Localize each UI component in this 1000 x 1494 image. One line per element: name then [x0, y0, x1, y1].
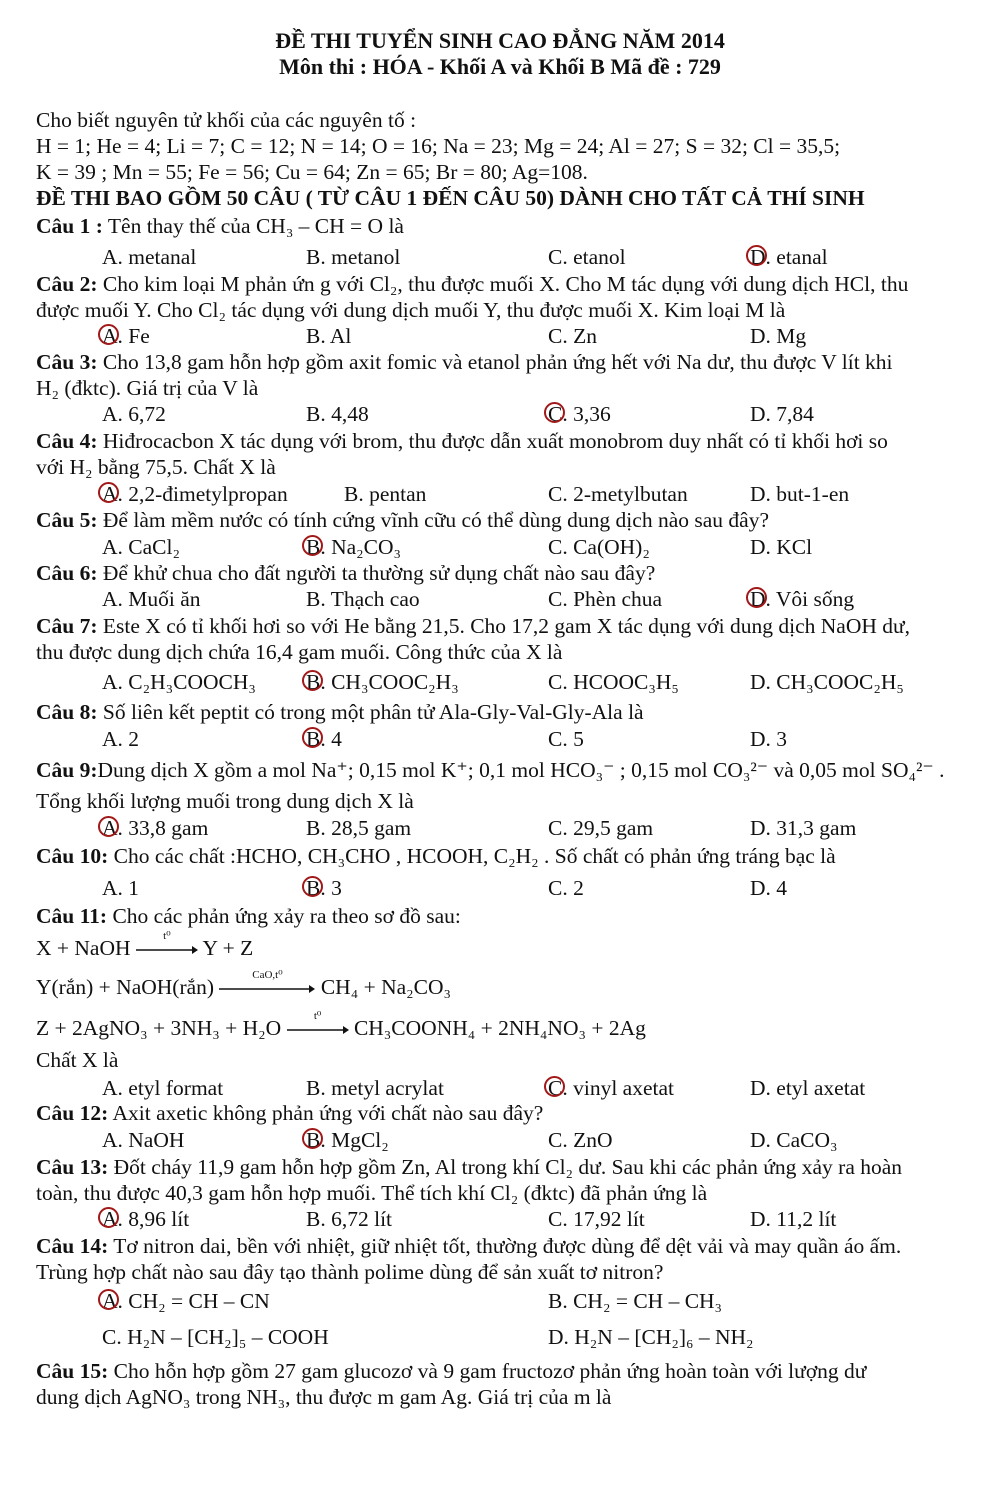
option-d[interactable]: D. etanal [750, 244, 828, 270]
question-label: Câu 1 : [36, 214, 103, 238]
question-14-options-row2 [0, 1324, 1000, 1350]
question-label: Câu 15: [36, 1359, 109, 1383]
question-label: Câu 6: [36, 561, 98, 585]
question-2-text [36, 271, 970, 297]
question-label: Câu 7: [36, 614, 98, 638]
answer-circle-mark [98, 482, 119, 503]
answer-circle-mark [98, 816, 119, 837]
question-stem: Tên thay thế của CH₃ – CH = O là [107, 214, 404, 238]
option-b[interactable]: B. CH₂ = CH – CH₃ [548, 1289, 723, 1313]
question-8-text [36, 699, 970, 725]
question-stem: Đốt cháy 11,9 gam hỗn hợp gồm Zn, Al trong khí Cl₂ dư. Sau khi các phản ứng xảy ra hoàn [113, 1155, 903, 1179]
reaction-2 [36, 969, 451, 1000]
question-label: Câu 11: [36, 904, 108, 928]
option-c[interactable]: C. 17,92 lít [548, 1207, 645, 1231]
question-14-text-cont: Trùng hợp chất nào sau đây tạo thành polime dùng để sản xuất tơ nitron? [36, 1260, 664, 1284]
question-15-text-cont: dung dịch AgNO₃ trong NH₃, thu được m gam Ag. Giá trị của m là [36, 1385, 612, 1409]
question-label: Câu 4: [36, 429, 98, 453]
question-stem: Cho 13,8 gam hỗn hợp gồm axit fomic và etanol phản ứng hết với Na dư, thu được V lít khi [102, 350, 893, 374]
answer-circle-mark [98, 324, 119, 345]
question-11-options [0, 1075, 1000, 1101]
option-d[interactable]: D. CaCO₃ [750, 1128, 838, 1152]
option-a[interactable]: A. 33,8 gam [102, 815, 208, 841]
answer-circle-mark [98, 1207, 119, 1228]
question-3-options [0, 401, 1000, 427]
reaction-condition: t⁰ [313, 1010, 322, 1023]
question-9-text [36, 757, 970, 783]
question-label: Câu 13: [36, 1155, 109, 1179]
option-a[interactable]: A. CH₂ = CH – CN [102, 1288, 270, 1314]
option-c[interactable]: C. vinyl axetat [548, 1075, 674, 1101]
question-1-text [36, 213, 970, 239]
reaction-condition: CaO,t⁰ [252, 969, 283, 982]
question-label: Câu 10: [36, 844, 109, 868]
question-4-text-cont: với H₂ bằng 75,5. Chất X là [36, 455, 276, 479]
question-7-options [0, 669, 1000, 695]
option-b[interactable]: B. Thạch cao [306, 587, 420, 611]
question-stem: Cho các phản ứng xảy ra theo sơ đồ sau: [112, 904, 461, 928]
question-13-options [0, 1206, 1000, 1232]
question-12-text [36, 1100, 970, 1126]
question-7-text [36, 613, 970, 639]
option-d[interactable]: D. Vôi sống [750, 586, 854, 612]
question-label: Câu 5: [36, 508, 98, 532]
question-11-tail: Chất X là [36, 1048, 119, 1072]
section-heading: ĐỀ THI BAO GỒM 50 CÂU ( TỪ CÂU 1 ĐẾN CÂU 50) DÀNH CHO TẤT CẢ THÍ SINH [36, 186, 865, 210]
reaction-left: Z + 2AgNO₃ + 3NH₃ + H₂O [36, 1016, 282, 1040]
option-a[interactable]: A. 2,2-đimetylpropan [102, 481, 288, 507]
question-2-text-cont: được muối Y. Cho Cl₂ tác dụng với dung dịch muối Y, thu được muối X. Kim loại M là [36, 298, 786, 322]
question-2-options [0, 323, 1000, 349]
question-11-text [36, 903, 970, 929]
question-7-text-cont: thu được dung dịch chứa 16,4 gam muối. Công thức của X là [36, 640, 563, 664]
answer-circle-mark [302, 727, 323, 748]
option-c[interactable]: C. 5 [548, 727, 584, 751]
question-14-text [36, 1233, 970, 1259]
reaction-left: X + NaOH [36, 936, 131, 960]
exam-subtitle: Môn thi : HÓA - Khối A và Khối B Mã đề : 729 [279, 54, 721, 79]
question-8-options [0, 726, 1000, 752]
question-10-text [36, 843, 970, 869]
question-6-text [36, 560, 970, 586]
option-c[interactable]: C. 29,5 gam [548, 816, 654, 840]
option-d[interactable]: D. CH₃COOC₂H₅ [750, 670, 904, 694]
option-a[interactable]: A. etyl format [102, 1076, 224, 1100]
answer-circle-mark [746, 245, 767, 266]
reaction-arrow [136, 930, 198, 956]
question-stem: Để khử chua cho đất người ta thường sử dụng chất nào sau đây? [102, 561, 656, 585]
option-a[interactable]: A. C₂H₃COOCH₃ [102, 670, 256, 694]
question-9-text-cont: Tổng khối lượng muối trong dung dịch X là [36, 789, 414, 813]
option-b[interactable]: B. Al [306, 324, 352, 348]
option-a[interactable]: A. 1 [102, 876, 140, 900]
reaction-right: CH₄ + Na₂CO₃ [320, 975, 451, 999]
question-label: Câu 3: [36, 350, 98, 374]
option-b[interactable]: B. metanol [306, 245, 401, 269]
reaction-3 [36, 1010, 646, 1041]
question-3-text-cont: H₂ (đktc). Giá trị của V là [36, 376, 259, 400]
question-stem: Để làm mềm nước có tính cứng vĩnh cữu có thể dùng dung dịch nào sau đây? [102, 508, 769, 532]
option-b[interactable]: B. CH₃COOC₂H₃ [306, 669, 459, 695]
option-b[interactable]: B. 3 [306, 875, 342, 901]
option-c[interactable]: C. Phèn chua [548, 587, 663, 611]
atomic-mass-intro: Cho biết nguyên tử khối của các nguyên tố : [36, 108, 417, 132]
option-d[interactable]: D. KCl [750, 535, 813, 559]
option-c[interactable]: C. Zn [548, 324, 597, 348]
option-b[interactable]: B. 28,5 gam [306, 816, 412, 840]
answer-circle-mark [302, 876, 323, 897]
option-d[interactable]: D. Mg [750, 324, 807, 348]
option-b[interactable]: B. Na₂CO₃ [306, 534, 401, 560]
option-b[interactable]: B. MgCl₂ [306, 1127, 389, 1153]
option-a[interactable]: A. Fe [102, 323, 150, 349]
option-c[interactable]: C. 2-metylbutan [548, 482, 688, 506]
option-a[interactable]: A. Muối ăn [102, 587, 201, 611]
question-12-options [0, 1127, 1000, 1153]
reaction-arrow [219, 969, 315, 995]
answer-circle-mark [302, 1128, 323, 1149]
option-d[interactable]: D. etyl axetat [750, 1076, 866, 1100]
question-4-text [36, 428, 970, 454]
option-a[interactable]: A. CaCl₂ [102, 535, 180, 559]
question-stem: Dung dịch X gồm a mol Na⁺; 0,15 mol K⁺; 0,1 mol HCO₃⁻ ; 0,15 mol CO₃²⁻ và 0,05 mol SO₄²⁻ . [97, 758, 945, 782]
question-5-options [0, 534, 1000, 560]
option-b[interactable]: B. 4,48 [306, 402, 369, 426]
question-13-text [36, 1154, 970, 1180]
question-stem: Hiđrocacbon X tác dụng với brom, thu được dẫn xuất monobrom duy nhất có tỉ khối hơi so [102, 429, 888, 453]
question-stem: Este X có tỉ khối hơi so với He bằng 21,5. Cho 17,2 gam X tác dụng với dung dịch NaOH dư, [102, 614, 911, 638]
question-stem: Cho các chất :HCHO, CH₃CHO , HCOOH, C₂H₂ . Số chất có phản ứng tráng bạc là [113, 844, 836, 868]
reaction-right: Y + Z [202, 936, 254, 960]
option-b[interactable]: B. 4 [306, 726, 342, 752]
question-9-options [0, 815, 1000, 841]
reaction-left: Y(rắn) + NaOH(rắn) [36, 975, 215, 999]
question-10-options [0, 875, 1000, 901]
question-stem: Cho hỗn hợp gồm 27 gam glucozơ và 9 gam fructozơ phản ứng hoàn toàn với lượng dư [113, 1359, 867, 1383]
exam-title: ĐỀ THI TUYỂN SINH CAO ĐẲNG NĂM 2014 [275, 28, 725, 53]
option-c[interactable]: C. H₂N – [CH₂]₅ – COOH [102, 1325, 329, 1349]
question-6-options [0, 586, 1000, 612]
option-d[interactable]: D. 11,2 lít [750, 1207, 837, 1231]
option-b[interactable]: B. 6,72 lít [306, 1207, 393, 1231]
question-label: Câu 14: [36, 1234, 109, 1258]
option-d[interactable]: D. but-1-en [750, 482, 850, 506]
answer-circle-mark [544, 1076, 565, 1097]
answer-circle-mark [302, 535, 323, 556]
option-c[interactable]: C. 3,36 [548, 401, 611, 427]
option-b[interactable]: B. pentan [344, 482, 427, 506]
answer-circle-mark [98, 1289, 119, 1310]
question-stem: Số liên kết peptit có trong một phân tử Ala-Gly-Val-Gly-Ala là [102, 700, 644, 724]
option-a[interactable]: A. 8,96 lít [102, 1206, 189, 1232]
question-stem: Axit axetic không phản ứng với chất nào sau đây? [112, 1101, 544, 1125]
option-a[interactable]: A. 6,72 [102, 402, 166, 426]
question-label: Câu 9: [36, 758, 98, 782]
option-d[interactable]: D. 3 [750, 727, 788, 751]
answer-circle-mark [544, 402, 565, 423]
option-a[interactable]: A. metanal [102, 245, 197, 269]
option-b[interactable]: B. metyl acrylat [306, 1076, 444, 1100]
option-c[interactable]: C. etanol [548, 245, 626, 269]
answer-circle-mark [746, 587, 767, 608]
question-4-options [0, 481, 1000, 507]
question-14-options-row1 [0, 1288, 1000, 1314]
question-5-text [36, 507, 970, 533]
reaction-right: CH₃COONH₄ + 2NH₄NO₃ + 2Ag [353, 1016, 646, 1040]
option-c[interactable]: C. ZnO [548, 1128, 613, 1152]
option-d[interactable]: D. 31,3 gam [750, 816, 857, 840]
question-label: Câu 2: [36, 272, 98, 296]
question-stem: Cho kim loại M phản ứn g với Cl₂, thu được muối X. Cho M tác dụng với dung dịch HCl, thu [102, 272, 909, 296]
atomic-mass-line-2: K = 39 ; Mn = 55; Fe = 56; Cu = 64; Zn = 65; Br = 80; Ag=108. [36, 160, 588, 184]
reaction-condition: t⁰ [163, 930, 171, 943]
option-a[interactable]: A. NaOH [102, 1128, 185, 1152]
question-3-text [36, 349, 970, 375]
question-13-text-cont: toàn, thu được 40,3 gam hỗn hợp muối. Thể tích khí Cl₂ (đktc) đã phản ứng là [36, 1181, 708, 1205]
reaction-1 [36, 930, 254, 961]
option-d[interactable]: D. 7,84 [750, 402, 814, 426]
answer-circle-mark [302, 670, 323, 691]
question-15-text [36, 1358, 970, 1384]
question-label: Câu 12: [36, 1101, 109, 1125]
atomic-mass-line-1: H = 1; He = 4; Li = 7; C = 12; N = 14; O = 16; Na = 23; Mg = 24; Al = 27; S = 32; Cl = 35,5; [36, 134, 841, 158]
option-a[interactable]: A. 2 [102, 727, 140, 751]
option-c[interactable]: C. 2 [548, 876, 584, 900]
option-d[interactable]: D. 4 [750, 876, 788, 900]
question-label: Câu 8: [36, 700, 98, 724]
question-stem: Tơ nitron dai, bền với nhiệt, giữ nhiệt tốt, thường được dùng để dệt vải và may quần áo ấm. [113, 1234, 902, 1258]
option-c[interactable]: C. Ca(OH)₂ [548, 535, 650, 559]
question-1-options [0, 244, 1000, 270]
option-d[interactable]: D. H₂N – [CH₂]₆ – NH₂ [548, 1325, 754, 1349]
option-c[interactable]: C. HCOOC₃H₅ [548, 670, 679, 694]
reaction-arrow [287, 1010, 349, 1036]
